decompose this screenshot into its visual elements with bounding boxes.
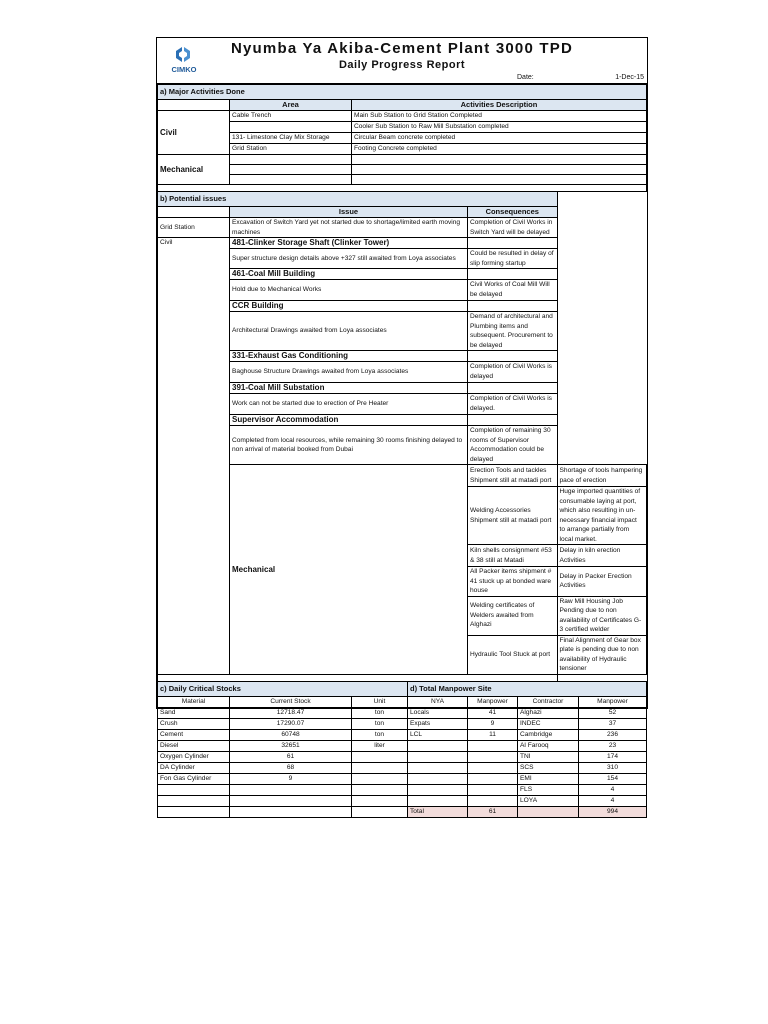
issue-text: Hydraulic Tool Stuck at port	[468, 635, 558, 674]
activity-desc: Main Sub Station to Grid Station Completed	[352, 111, 647, 122]
activity-area	[230, 122, 352, 133]
section-a-title: a) Major Activities Done	[158, 85, 647, 100]
report-subtitle: Daily Progress Report	[338, 59, 466, 71]
contractor-name: Alghazi	[518, 707, 579, 718]
issue-text: Completed from local resources, while remaining 30 rooms finishing delayed to non arrival of material booked from Dubai	[230, 426, 468, 465]
table-row	[158, 773, 647, 784]
nya-name: Locals	[408, 707, 468, 718]
table-row	[158, 762, 647, 773]
consequence-text: Raw Mill Housing Job Pending due to non availability of Certificates G-3 certified welder	[557, 596, 647, 635]
category-grid-station: Grid Station	[158, 218, 230, 238]
contractor-count: 4	[579, 795, 647, 806]
col-area: Area	[230, 100, 352, 111]
date-label: Date:	[517, 74, 534, 81]
activity-desc: Cooler Sub Station to Raw Mill Substation completed	[352, 122, 647, 133]
report-title: Nyumba Ya Akiba-Cement Plant 3000 TPD	[230, 40, 573, 57]
consequence-text: Completion of Civil Works in Switch Yard will be delayed	[468, 218, 558, 238]
category-mechanical: Mechanical	[230, 465, 468, 675]
col-activities: Activities Description	[352, 100, 647, 111]
consequence-text: Final Alignment of Gear box plate is pending due to non availability of Hydraulic tensioner	[557, 635, 647, 674]
section-c-title: c) Daily Critical Stocks	[158, 681, 408, 696]
section-d-title: d) Total Manpower Site	[408, 681, 647, 696]
major-activities-table	[157, 84, 647, 192]
nya-count: 9	[468, 718, 518, 729]
issue-text: Architectural Drawings awaited from Loya associates	[230, 312, 468, 351]
activity-desc: Circular Beam concrete completed	[352, 133, 647, 144]
total-contractor: 994	[579, 806, 647, 817]
col-manpower: Manpower	[468, 696, 518, 707]
issue-text: Excavation of Switch Yard yet not started due to shortage/limited earth moving machines	[230, 218, 468, 238]
issue-text: Hold due to Mechanical Works	[230, 280, 468, 301]
material-stock: 12718.47	[230, 707, 352, 718]
total-row	[158, 806, 647, 817]
consequence-text: Completion of remaining 30 rooms of Supervisor Accommodation could be delayed	[468, 426, 558, 465]
issue-heading: Supervisor Accommodation	[230, 415, 468, 426]
activity-area: 131- Limestone Clay Mix Storage	[230, 133, 352, 144]
issue-text: Welding Accessories Shipment still at matadi port	[468, 487, 558, 545]
col-issue: Issue	[230, 207, 468, 218]
table-row	[158, 740, 647, 751]
report-header	[157, 38, 647, 84]
material-unit	[352, 762, 408, 773]
section-b-title: b) Potential issues	[158, 192, 558, 207]
col-unit: Unit	[352, 696, 408, 707]
col-manpower-2: Manpower	[579, 696, 647, 707]
col-consequences: Consequences	[468, 207, 558, 218]
contractor-name: TNI	[518, 751, 579, 762]
material-stock: 60748	[230, 729, 352, 740]
issue-text: Welding certificates of Welders awaited from Alghazi	[468, 596, 558, 635]
material-stock: 68	[230, 762, 352, 773]
contractor-name: FLS	[518, 784, 579, 795]
contractor-count: 52	[579, 707, 647, 718]
issue-text: Kiln shells consignment #53 & 38 still at Matadi	[468, 545, 558, 567]
table-row	[158, 751, 647, 762]
table-row	[158, 718, 647, 729]
contractor-count: 310	[579, 762, 647, 773]
contractor-count: 23	[579, 740, 647, 751]
consequence-text: Delay in Packer Erection Activities	[557, 567, 647, 597]
contractor-name: INDEC	[518, 718, 579, 729]
material-stock: 17290.07	[230, 718, 352, 729]
contractor-name: EMI	[518, 773, 579, 784]
issue-heading: 331-Exhaust Gas Conditioning	[230, 351, 468, 362]
col-contractor: Contractor	[518, 696, 579, 707]
issue-heading: CCR Building	[230, 301, 468, 312]
material-stock: 9	[230, 773, 352, 784]
consequence-text: Delay in kiln erection Activities	[557, 545, 647, 567]
material-unit: ton	[352, 707, 408, 718]
issue-text: All Packer items shipment # 41 stuck up at bonded ware house	[468, 567, 558, 597]
material-unit	[352, 751, 408, 762]
consequence-text: Civil Works of Coal Mill Will be delayed	[468, 280, 558, 301]
material-unit: liter	[352, 740, 408, 751]
table-row	[158, 784, 647, 795]
stocks-manpower-table	[157, 681, 647, 818]
potential-issues-table	[157, 191, 647, 682]
material-stock: 32651	[230, 740, 352, 751]
material-unit: ton	[352, 729, 408, 740]
material-name: Cement	[158, 729, 230, 740]
contractor-name: Cambridge	[518, 729, 579, 740]
category-civil: Civil	[158, 238, 230, 675]
consequence-text: Demand of architectural and Plumbing items and subsequent. Procurement to be delayed	[468, 312, 558, 351]
contractor-count: 37	[579, 718, 647, 729]
activity-desc: Footing Concrete completed	[352, 144, 647, 155]
issue-text: Work can not be started due to erection of Pre Heater	[230, 394, 468, 415]
contractor-count: 174	[579, 751, 647, 762]
issue-text: Erection Tools and tackles Shipment still at matadi port	[468, 465, 558, 487]
material-name: Fon Gas Cylinder	[158, 773, 230, 784]
material-unit	[352, 773, 408, 784]
activity-area: Grid Station	[230, 144, 352, 155]
progress-report-sheet	[156, 37, 648, 815]
table-row	[158, 795, 647, 806]
contractor-name: SCS	[518, 762, 579, 773]
consequence-text: Completion of Civil Works is delayed	[468, 362, 558, 383]
material-name: Oxygen Cylinder	[158, 751, 230, 762]
issue-text: Baghouse Structure Drawings awaited from Loya associates	[230, 362, 468, 383]
contractor-name: Al Farooq	[518, 740, 579, 751]
material-name: Sand	[158, 707, 230, 718]
material-stock: 61	[230, 751, 352, 762]
total-label: Total	[408, 806, 468, 817]
material-name: DA Cylinder	[158, 762, 230, 773]
contractor-name: LOYA	[518, 795, 579, 806]
material-name: Diesel	[158, 740, 230, 751]
logo-text: CIMKO	[171, 65, 197, 74]
contractor-count: 154	[579, 773, 647, 784]
issue-text: Super structure design details above +327 still awaited from Loya associates	[230, 249, 468, 269]
table-row	[158, 707, 647, 718]
total-nya: 61	[468, 806, 518, 817]
nya-count: 11	[468, 729, 518, 740]
contractor-count: 236	[579, 729, 647, 740]
nya-name: LCL	[408, 729, 468, 740]
material-name: Crush	[158, 718, 230, 729]
issue-heading: 391-Coal Mill Substation	[230, 383, 468, 394]
material-unit: ton	[352, 718, 408, 729]
col-material: Material	[158, 696, 230, 707]
consequence-text: Could be resulted in delay of slip forming startup	[468, 249, 558, 269]
contractor-count: 4	[579, 784, 647, 795]
activity-area: Cable Trench	[230, 111, 352, 122]
issue-heading: 461-Coal Mill Building	[230, 269, 468, 280]
issue-heading: 481-Clinker Storage Shaft (Clinker Tower)	[230, 238, 468, 249]
nya-name: Expats	[408, 718, 468, 729]
table-row	[158, 729, 647, 740]
consequence-text: Completion of Civil Works is delayed.	[468, 394, 558, 415]
category-civil: Civil	[158, 111, 230, 155]
category-mechanical: Mechanical	[158, 155, 230, 185]
date-value: 1-Dec-15	[615, 74, 644, 81]
col-nya: NYA	[408, 696, 468, 707]
col-current-stock: Current Stock	[230, 696, 352, 707]
consequence-text: Shortage of tools hampering pace of erection	[557, 465, 647, 487]
consequence-text: Huge imported quantities of consumable laying at port, which also resulting in un-necessary financial impact to arrange partially from local market.	[557, 487, 647, 545]
nya-count: 41	[468, 707, 518, 718]
